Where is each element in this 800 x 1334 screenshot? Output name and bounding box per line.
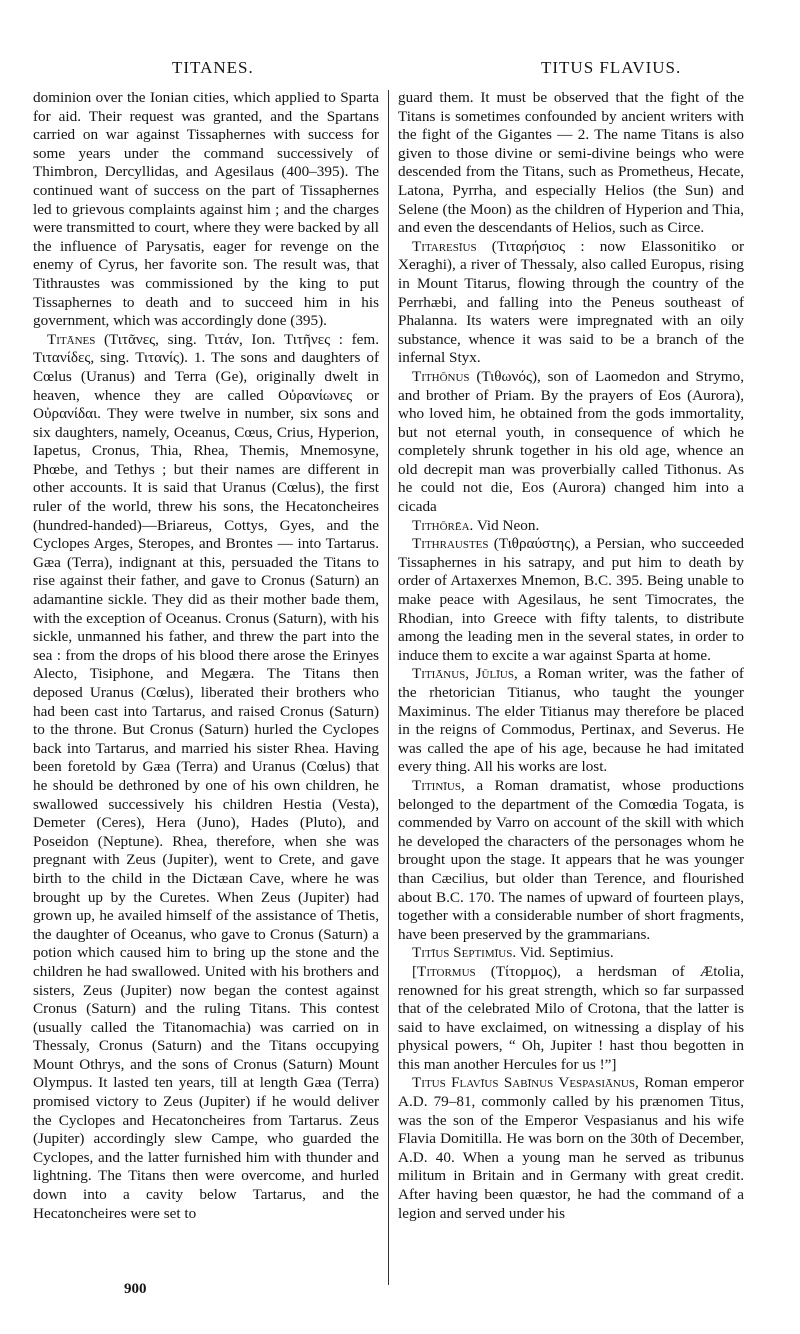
entry-headword: Tithraustes — [412, 535, 489, 553]
entry-tithonus — [398, 368, 744, 517]
continuation-paragraph — [398, 89, 744, 238]
entry-text: (Τιθωνός), son of Laomedon and Strymo, and brother of Priam. By the prayers of Eos (Aurora), who loved him, he obtained from the gods immortality, but not eternal youth, in consequence of which he completely shrunk together in his old age, whence an old decrepit man was proverbially called Tithonus. As he could not die, Eos (Aurora) changed him into a cicada — [398, 367, 744, 516]
entry-text: dominion over the Ionian cities, which applied to Sparta for aid. Their request was granted, and the Spartans carried on war against Tissaphernes with success for some years under the command successively of Thimbron, Dercyllidas, and Agesilaus (400–395). The continued want of success on the part of Tissaphernes led to grievous complaints against him ; and the charges were transmitted to court, where they were backed by all the influence of Parysatis, eager for revenge on the enemy of Cyrus, her favorite son. The result was, that Tithraustes was commissioned by the king to put Tissaphernes to death and to succeed him in his government, which was accordingly done (395). — [33, 89, 379, 330]
entry-text: , a Roman dramatist, whose productions belonged to the department of the Comœdia Togata, is commended by Varro on account of the skill with which he developed the characters of the personages whom he brought upon the stage. It appears that he was younger than Cæcilius, but older than Terence, and flourished about B.C. 170. The names of upward of fourteen plays, together with a considerable number of short fragments, have been preserved by the grammarians. — [398, 776, 744, 943]
entry-titus-flavius — [398, 1074, 744, 1223]
entry-text: (Τιταρήσιος : now Elassonitiko or Xeraghi), a river of Thessaly, also called Europus, rising in Mount Titarus, flowing through the country of the Perrhæbi, and falling into the Peneus southeast of Phalanna. Its waters were impregnated with an oily substance, whence it was said to be a branch of the infernal Styx. — [398, 237, 744, 367]
entry-headword: Titānes — [47, 330, 96, 348]
entry-tithraustes — [398, 535, 744, 665]
continuation-paragraph — [33, 89, 379, 331]
entry-titaresius — [398, 238, 744, 368]
entry-titinius — [398, 777, 744, 944]
left-column — [33, 89, 379, 1223]
entry-headword: Titaresīus — [412, 237, 477, 255]
entry-headword: Titīus Septimīus. — [412, 944, 517, 962]
entry-titianus — [398, 665, 744, 777]
entry-headword: Tithōrēa. — [412, 516, 474, 534]
entry-headword: Titiānus, Jūlīus — [412, 665, 514, 683]
entry-tithorea — [398, 517, 744, 536]
entry-titanes — [33, 331, 379, 1224]
entry-text: Vid Neon. — [473, 516, 540, 534]
entry-text: (Τιθραύστης), a Persian, who succeeded Tissaphernes in his satrapy, and put him to death by order of Artaxerxes Mnemon, B.C. 395. Being unable to make peace with Agesilaus, he sent Timocrates, the Rhodian, into Greece with fifty talents, to distribute among the leading men in the several states, in order to induce them to excite a war against Sparta at home. — [398, 535, 744, 664]
entry-headword: Titus Flavīus Sabīnus Vespasiānus — [412, 1074, 635, 1092]
entry-text: , a Roman writer, was the father of the rhetorician Titianus, who taught the younger Maximinus. The elder Titianus may therefore be placed in the reigns of Commodus, Pertinax, and Severus. He was called the ape of his age, because he had imitated every thing. All his works are lost. — [398, 665, 744, 776]
right-column — [398, 89, 744, 1223]
column-divider — [388, 90, 389, 1285]
entry-text: (Τίτορμος), a herdsman of Ætolia, renowned for his great strength, which so far surpassed that of the celebrated Milo of Crotona, that the latter is said to have exclaimed, on witnessing a display of his physical powers, “ Oh, Jupiter ! hast thou begotten in this man another Hercules for us !”] — [398, 962, 744, 1073]
entry-text: , Roman emperor A.D. 79–81, commonly called by his prænomen Titus, was the son of the Emperor Vespasianus and his wife Flavia Domitilla. He was born on the 30th of December, A.D. 40. When a young man he served as tribunus militum in Britain and in Germany with great credit. After having been quæstor, he had the command of a legion and served under his — [398, 1074, 744, 1222]
entry-text: guard them. It must be observed that the fight of the Titans is sometimes confounded by ancient writers with the fight of the Gigantes — 2. The name Titans is also given to those divine or semi-divine beings who were descended from the Titans, such as Prometheus, Hecate, Latona, Pyrrha, and especially Helios (the Sun) and Selene (the Moon) as the children of Hyperion and Thia, and even the descendants of Helios, such as Circe. — [398, 89, 744, 237]
entry-headword: [Titormus — [412, 962, 476, 980]
entry-headword: Tithōnus — [412, 367, 470, 385]
entry-text: (Τιτᾶνες, sing. Τιτάν, Ion. Τιτῆνες : fem. Τιτανίδες, sing. Τιτανίς). 1. The sons and daughters of Cœlus (Uranus) and Terra (Ge), originally dwelt in heaven, whence they are called Οὐρανίωνες or Οὐρανίδαι. They were twelve in number, six sons and six daughters, namely, Oceanus, Cœus, Crius, Hyperion, Iapetus, Cronus, Thia, Rhea, Themis, Mnemosyne, Phœbe, and Tethys ; but their names are different in other accounts. It is said that Uranus (Cœlus), the first ruler of the world, threw his sons, the Hecatoncheires (hundred-handed)—Briareus, Cottys, Gyes, and the Cyclopes Arges, Steropes, and Brontes — into Tartarus. Gæa (Terra), indignant at this, persuaded the Titans to rise against their father, and gave to Cronus (Saturn) an adamantine sickle. They did as their mother bade them, with the exception of Oceanus. Cronus (Saturn), with his sickle, unmanned his father, and threw the part into the sea : from the drops of his blood there arose the Erinyes Alecto, Tisiphone, and Megæra. The Titans then deposed Uranus (Cœlus), liberated their brothers who had been cast into Tartarus, and raised Cronus (Saturn) to the throne. But Cronus (Saturn) hurled the Cyclopes back into Tartarus, and married his sister Rhea. Having been foretold by Gæa (Terra) and Uranus (Cœlus) that he should be dethroned by one of his own children, he swallowed successively his children Hestia (Vesta), Demeter (Ceres), Hera (Juno), Hades (Pluto), and Poseidon (Neptune). Rhea, therefore, when she was pregnant with Zeus (Jupiter), went to Crete, and gave birth to the child in the Dictæan Cave, where he was brought up by the Curetes. When Zeus (Jupiter) had grown up, he availed himself of the assistance of Thetis, the daughter of Oceanus, who gave to Cronus (Saturn) a potion which caused him to bring up the stone and the children he had swallowed. United with his brothers and sisters, Zeus (Jupiter) now began the contest against Cronus (Saturn) and the ruling Titans. This contest (usually called the Titanomachia) was carried on in Thessaly, Cronus (Saturn) and the Titans occupying Mount Othrys, and the sons of Cronus (Saturn) Mount Olympus. It lasted ten years, till at length Gæa (Terra) promised victory to Zeus (Jupiter) if he would deliver the Cyclopes and Hecatoncheires from Tartarus. Zeus (Jupiter) accordingly slew Campe, who guarded the Cyclopes, and the latter furnished him with thunder and lightning. The Titans then were overcome, and hurled down into a cavity below Tartarus, and the Hecatoncheires were set to — [33, 330, 379, 1222]
entry-headword: Titinīus — [412, 776, 461, 794]
page-number: 900 — [124, 1281, 147, 1297]
running-head-right: TITUS FLAVIUS. — [541, 58, 682, 77]
entry-text: Vid. Septimius. — [516, 944, 614, 962]
entry-titormus — [398, 963, 744, 1075]
running-head-left: TITANES. — [172, 58, 254, 77]
entry-titius-septimius — [398, 944, 744, 963]
